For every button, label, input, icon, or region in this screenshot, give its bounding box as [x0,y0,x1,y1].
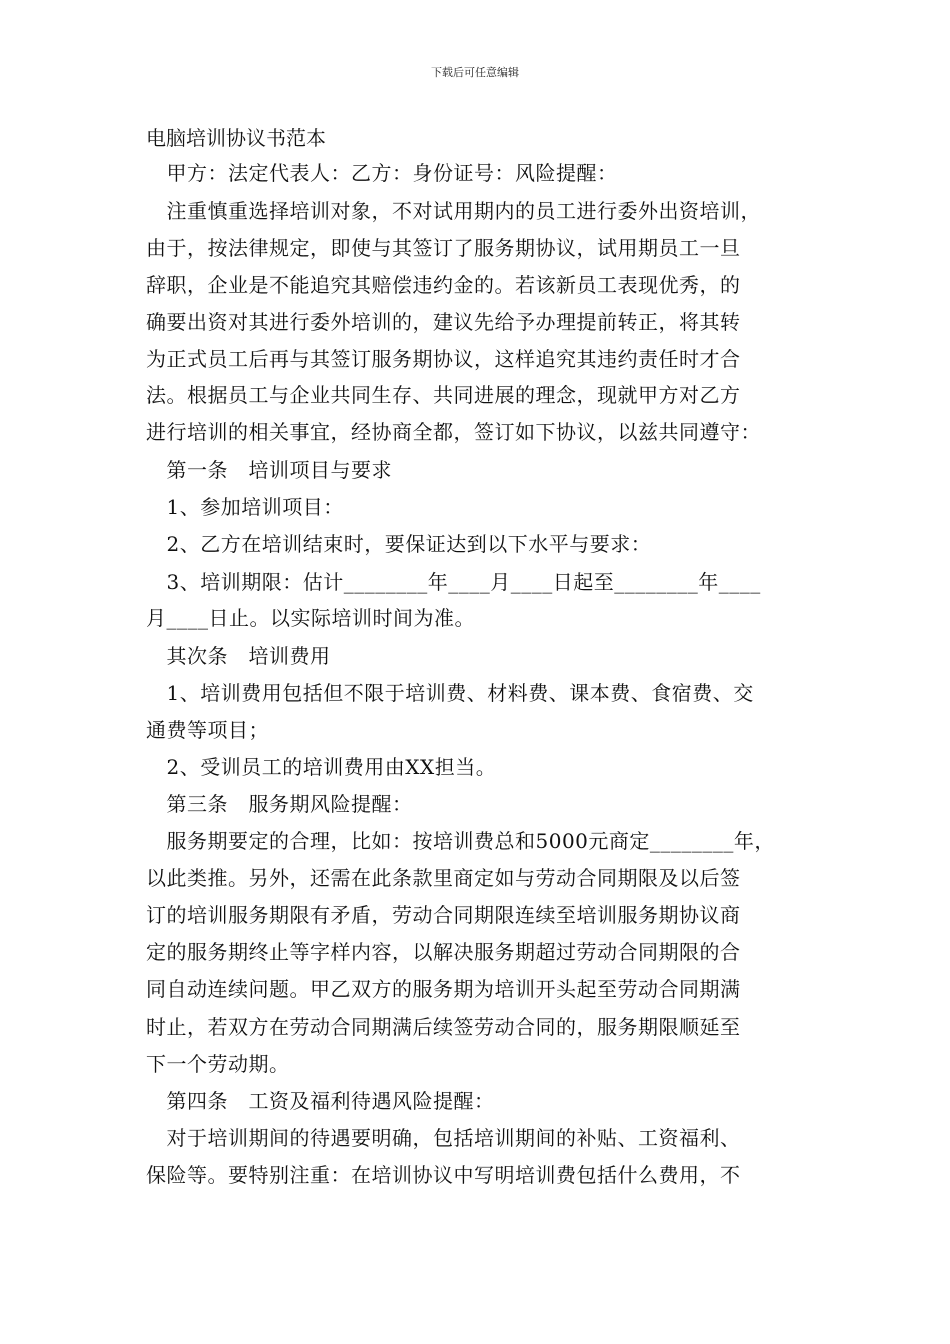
body-line: 法。根据员工与企业共同生存、共同进展的理念，现就甲方对乙方 [146,383,741,407]
body-line: 辞职，企业是不能追究其赔偿违约金的。若该新员工表现优秀，的 [146,273,741,297]
page-header: 下载后可任意编辑 [431,66,519,79]
body-line: 2、受训员工的培训费用由XX担当。 [146,755,497,779]
body-line: 甲方：法定代表人：乙方：身份证号：风险提醒： [146,161,618,185]
body-line: 同自动连续问题。甲乙双方的服务期为培训开头起至劳动合同期满 [146,977,741,1001]
body-line: 3、培训期限：估计________年____月____日起至________年____ [146,570,761,594]
body-line: 由于，按法律规定，即使与其签订了服务期协议，试用期员工一旦 [146,236,741,260]
body-line: 注重慎重选择培训对象，不对试用期内的员工进行委外出资培训， [146,199,761,223]
document-title: 电脑培训协议书范本 [146,126,326,150]
body-line: 为正式员工后再与其签订服务期协议，这样追究其违约责任时才合 [146,347,741,371]
article-heading: 第一条 培训项目与要求 [146,458,392,482]
body-line: 时止，若双方在劳动合同期满后续签劳动合同的，服务期限顺延至 [146,1015,741,1039]
body-line: 确要出资对其进行委外培训的，建议先给予办理提前转正，将其转 [146,310,741,334]
body-line: 对于培训期间的待遇要明确，包括培训期间的补贴、工资福利、 [146,1126,741,1150]
body-line: 1、参加培训项目： [146,495,344,519]
body-line: 定的服务期终止等字样内容，以解决服务期超过劳动合同期限的合 [146,940,741,964]
body-line: 通费等项目； [146,718,269,742]
body-line: 2、乙方在培训结束时，要保证达到以下水平与要求： [146,532,652,556]
body-line: 订的培训服务期限有矛盾，劳动合同期限连续至培训服务期协议商 [146,903,741,927]
body-line: 月____日止。以实际培训时间为准。 [146,606,475,630]
body-line: 保险等。要特别注重：在培训协议中写明培训费包括什么费用，不 [146,1163,741,1187]
article-heading: 第三条 服务期风险提醒： [146,792,413,816]
body-line: 下一个劳动期。 [146,1052,290,1076]
body-line: 进行培训的相关事宜，经协商全都，签订如下协议，以兹共同遵守： [146,420,761,444]
body-line: 1、培训费用包括但不限于培训费、材料费、课本费、食宿费、交 [146,681,754,705]
article-heading: 第四条 工资及福利待遇风险提醒： [146,1089,495,1113]
body-line: 服务期要定的合理，比如：按培训费总和5000元商定________年， [146,829,775,853]
body-line: 以此类推。另外，还需在此条款里商定如与劳动合同期限及以后签 [146,866,741,890]
article-heading: 其次条 培训费用 [146,644,331,668]
